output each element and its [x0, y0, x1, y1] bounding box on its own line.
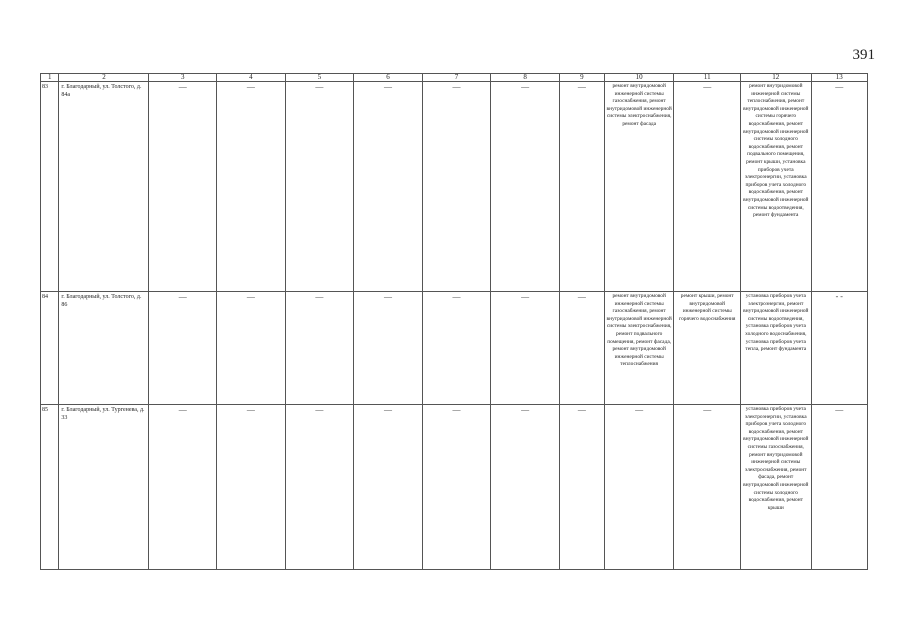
- column-header: 11: [674, 74, 741, 82]
- empty-value-cell: —: [285, 292, 354, 405]
- column-header: 10: [604, 74, 674, 82]
- address-cell: г. Благодарный, ул. Толстого, д. 86: [59, 292, 149, 405]
- empty-value-cell: —: [149, 292, 217, 405]
- empty-value-cell: —: [285, 405, 354, 570]
- column-header: 4: [217, 74, 286, 82]
- empty-value-cell: —: [559, 405, 604, 570]
- address-cell: г. Благодарный, ул. Тургенева, д. 33: [59, 405, 149, 570]
- empty-value-cell: —: [354, 82, 423, 292]
- repair-works-cell: ремонт внутридомовой инженерной системы газоснабжения, ремонт внутридомовой инженерной системы электроснабжения, ремонт подвального помещения, ремонт фасада, ремонт внутридомовой инженерной системы теплоснабжения: [604, 292, 674, 405]
- column-header: 8: [491, 74, 560, 82]
- repair-works-cell: ремонт внутридомовой инженерной системы газоснабжения, ремонт внутридомовой инженерной системы электроснабжения, ремонт фасада: [604, 82, 674, 292]
- empty-value-cell: —: [285, 82, 354, 292]
- repair-works-cell: ремонт крыши, ремонт внутридомовой инженерной системы горячего водоснабжения: [674, 292, 741, 405]
- empty-value-cell: - -: [811, 292, 867, 405]
- empty-value-cell: —: [217, 292, 286, 405]
- empty-value-cell: —: [491, 405, 560, 570]
- empty-value-cell: —: [811, 82, 867, 292]
- empty-value-cell: —: [811, 405, 867, 570]
- scan-artifact: [10, 626, 895, 630]
- column-header: 12: [740, 74, 811, 82]
- column-header: 3: [149, 74, 217, 82]
- empty-value-cell: —: [491, 292, 560, 405]
- column-header: 6: [354, 74, 423, 82]
- empty-value-cell: —: [149, 405, 217, 570]
- address-cell: г. Благодарный, ул. Толстого, д. 84а: [59, 82, 149, 292]
- row-number-cell: 83: [41, 82, 59, 292]
- empty-value-cell: —: [354, 405, 423, 570]
- page-number: 391: [852, 47, 875, 63]
- row-number-cell: 85: [41, 405, 59, 570]
- empty-value-cell: —: [422, 292, 491, 405]
- table-row: [41, 405, 868, 570]
- column-header: 1: [41, 74, 59, 82]
- empty-value-cell: —: [674, 405, 741, 570]
- table-row: [41, 82, 868, 292]
- column-header: 9: [559, 74, 604, 82]
- empty-value-cell: —: [217, 405, 286, 570]
- repair-works-cell: ремонт внутридомовой инженерной системы теплоснабжения, ремонт внутридомовой инженерной системы горячего водоснабжения, ремонт внутридомовой инженерной системы холодного водоснабжения, ремонт подвального помещения, ремонт крыши, установка приборов учета электроэнергии, установка приборов учета холодного водоснабжения, ремонт внутридомовой инженерной системы водоотведения, ремонт фундамента: [740, 82, 811, 292]
- column-header: 7: [422, 74, 491, 82]
- empty-value-cell: —: [559, 82, 604, 292]
- column-header: 13: [811, 74, 867, 82]
- empty-value-cell: —: [604, 405, 674, 570]
- empty-value-cell: —: [354, 292, 423, 405]
- column-header: 5: [285, 74, 354, 82]
- row-number-cell: 84: [41, 292, 59, 405]
- empty-value-cell: —: [559, 292, 604, 405]
- empty-value-cell: —: [422, 405, 491, 570]
- capital-repair-table: [40, 73, 868, 570]
- empty-value-cell: —: [217, 82, 286, 292]
- column-number-row: [41, 74, 868, 82]
- empty-value-cell: —: [674, 82, 741, 292]
- repair-works-cell: установка приборов учета электроэнергии, ремонт внутридомовой инженерной системы водоотведения, установка приборов учета холодного водоснабжения, установка приборов учета тепла, ремонт фундамента: [740, 292, 811, 405]
- empty-value-cell: —: [491, 82, 560, 292]
- empty-value-cell: —: [149, 82, 217, 292]
- repair-works-cell: установка приборов учета электроэнергии, установка приборов учета холодного водоснабжения, ремонт внутридомовой инженерной системы газоснабжения, ремонт внутридомовой инженерной системы электроснабжения, ремонт фасада, ремонт внутридомовой инженерной системы холодного водоснабжения, ремонт крыши: [740, 405, 811, 570]
- column-header: 2: [59, 74, 149, 82]
- empty-value-cell: —: [422, 82, 491, 292]
- table-row: [41, 292, 868, 405]
